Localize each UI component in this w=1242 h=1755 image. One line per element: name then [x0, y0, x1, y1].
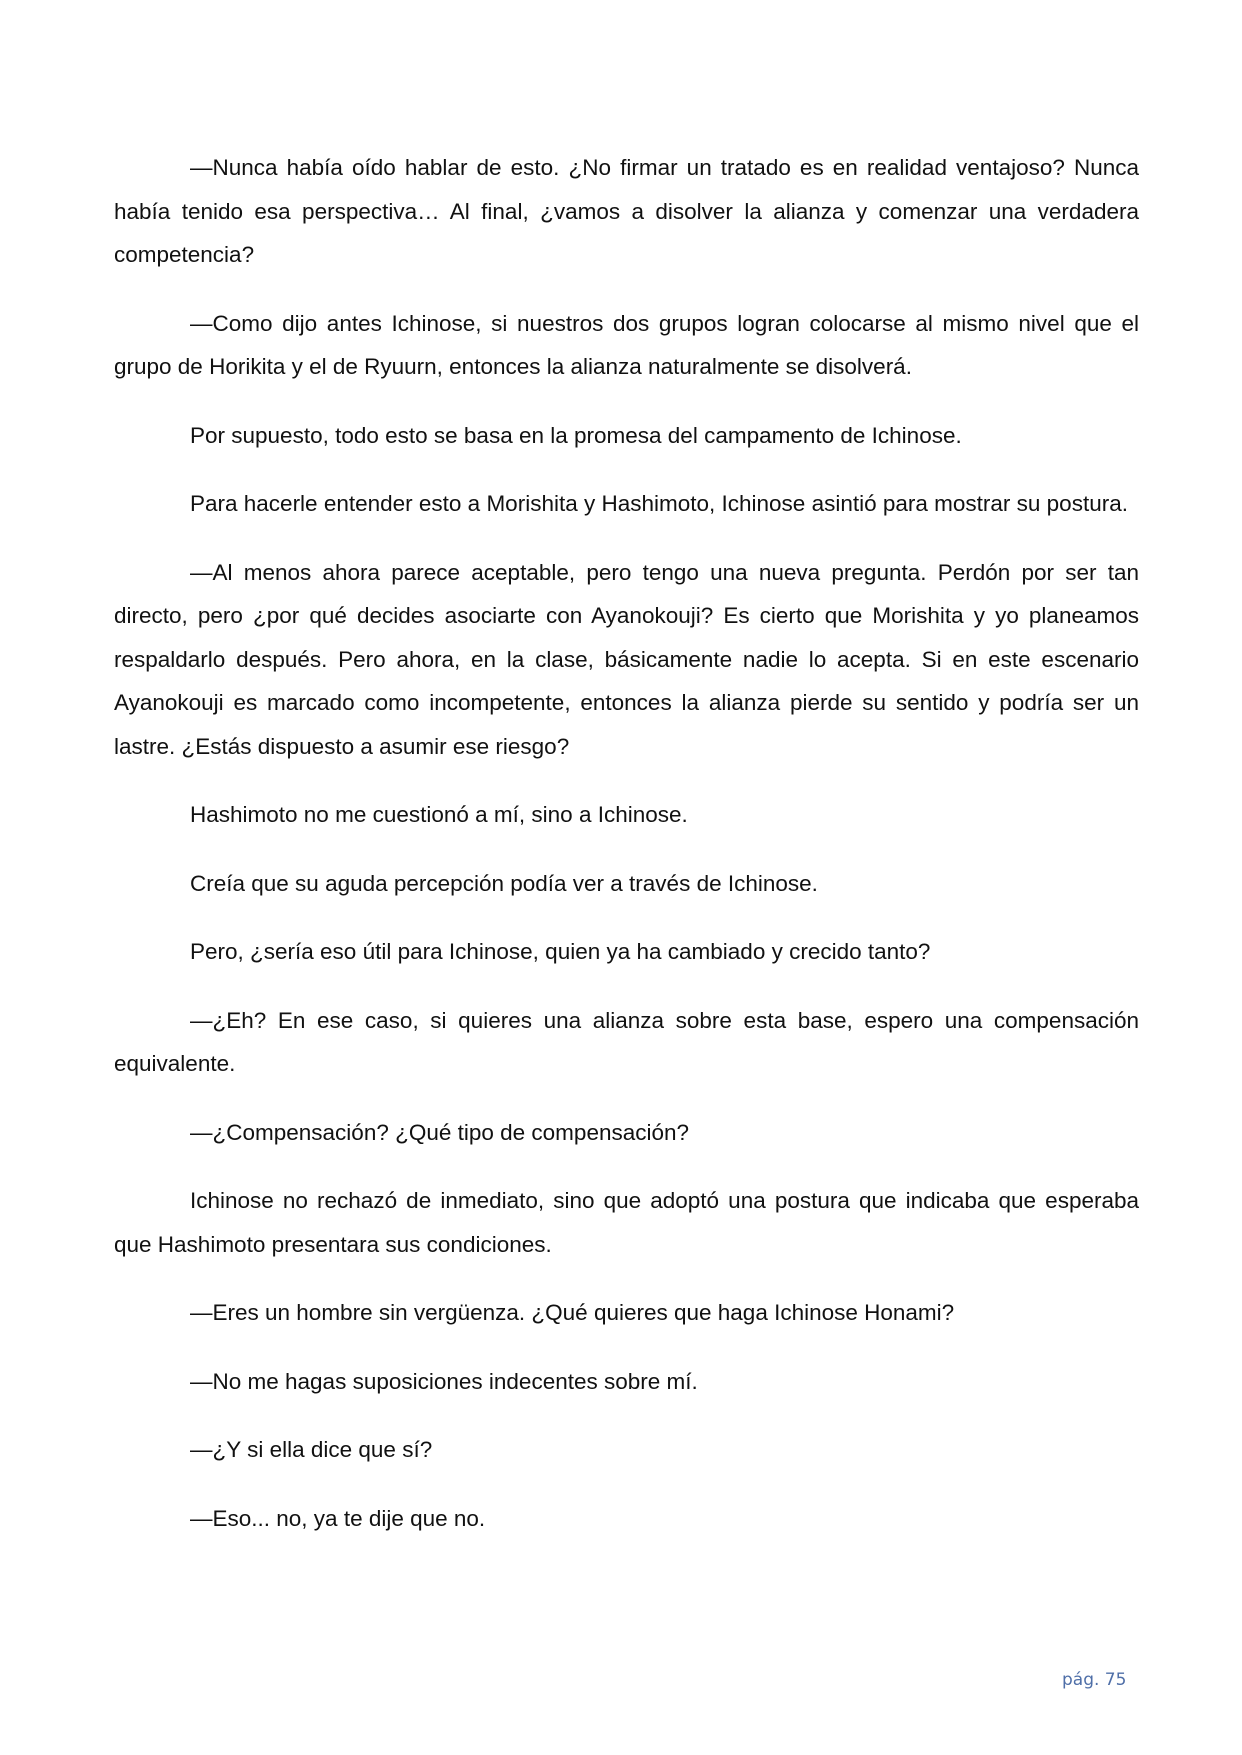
- paragraph: —Nunca había oído hablar de esto. ¿No firmar un tratado es en realidad ventajoso? Nunca había tenido esa perspectiva… Al final, ¿vamos a disolver la alianza y comenzar una verdadera competencia?: [114, 155, 1139, 267]
- paragraph: —¿Eh? En ese caso, si quieres una alianza sobre esta base, espero una compensación equivalente.: [114, 1007, 1139, 1076]
- paragraph: —Como dijo antes Ichinose, si nuestros dos grupos logran colocarse al mismo nivel que el grupo de Horikita y el de Ryuurn, entonces la alianza naturalmente se disolverá.: [114, 310, 1139, 379]
- page-number: pág. 75: [1062, 1670, 1127, 1690]
- paragraph: —Eso... no, ya te dije que no.: [190, 1505, 486, 1531]
- paragraph: Para hacerle entender esto a Morishita y Hashimoto, Ichinose asintió para mostrar su postura.: [190, 491, 1128, 516]
- paragraph: Creía que su aguda percepción podía ver a través de Ichinose.: [190, 870, 818, 896]
- paragraph: Ichinose no rechazó de inmediato, sino que adoptó una postura que indicaba que esperaba que Hashimoto presentara sus condiciones.: [114, 1188, 1139, 1257]
- paragraph: —¿Y si ella dice que sí?: [190, 1437, 433, 1462]
- paragraph: —Eres un hombre sin vergüenza. ¿Qué quieres que haga Ichinose Honami?: [190, 1300, 955, 1325]
- paragraph: —No me hagas suposiciones indecentes sobre mí.: [190, 1368, 698, 1394]
- paragraph: —¿Compensación? ¿Qué tipo de compensación?: [190, 1119, 690, 1145]
- paragraph: Por supuesto, todo esto se basa en la promesa del campamento de Ichinose.: [190, 422, 962, 448]
- page-body: [114, 146, 1139, 1565]
- paragraph: —Al menos ahora parece aceptable, pero tengo una nueva pregunta. Perdón por ser tan directo, pero ¿por qué decides asociarte con Ayanokouji? Es cierto que Morishita y yo planeamos respaldarlo después. Pero ahora, en la clase, básicamente nadie lo acepta. Si en este escenario Ayanokouji es marcado como incompetente, entonces la alianza pierde su sentido y podría ser un lastre. ¿Estás dispuesto a asumir ese riesgo?: [114, 559, 1139, 759]
- paragraph: Hashimoto no me cuestionó a mí, sino a Ichinose.: [190, 802, 688, 827]
- paragraph: Pero, ¿sería eso útil para Ichinose, quien ya ha cambiado y crecido tanto?: [190, 939, 931, 964]
